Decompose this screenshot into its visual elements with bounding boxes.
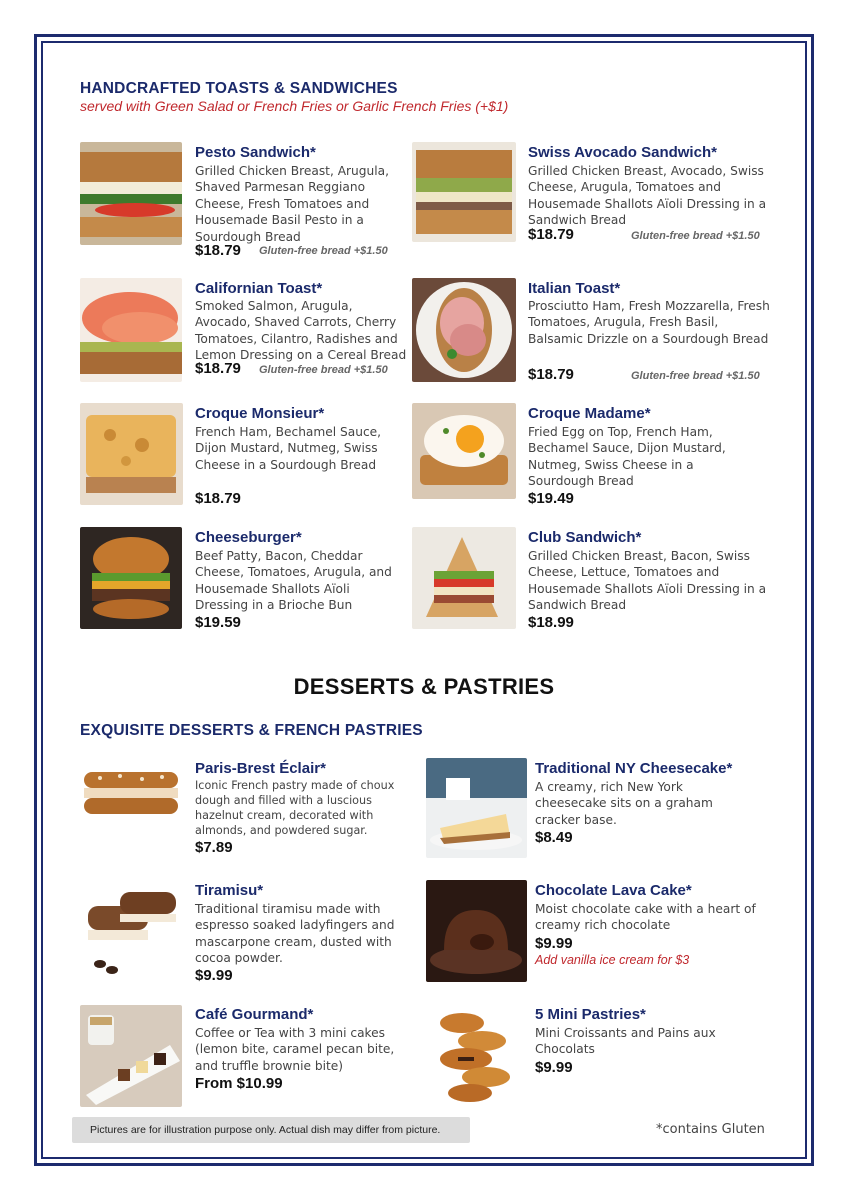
croque-monsieur-photo [80,403,183,505]
item-price: $18.79 [195,242,241,259]
cheeseburger-photo [80,527,182,629]
item-description: Grilled Chicken Breast, Arugula, Shaved Parmesan Reggiano Cheese, Fresh Tomatoes and Housemade Basil Pesto in a Sourdough Bread [195,164,389,244]
item-name: Paris-Brest Éclair* [195,760,326,777]
item-description: Traditional tiramisu made with espresso soaked ladyfingers and mascarpone cream, dusted with cocoa powder. [195,902,395,966]
item-price: $9.99 [535,935,573,952]
club-sandwich-photo [412,527,516,629]
section-subtitle-sides: served with Green Salad or French Fries or Garlic French Fries (+$1) [80,98,509,114]
item-name: Traditional NY Cheesecake* [535,760,733,777]
item-description: Beef Patty, Bacon, Cheddar Cheese, Tomatoes, Arugula, and Housemade Shallots Aïoli Dressing in a Brioche Bun [195,549,392,613]
italian-toast-photo [412,278,516,382]
item-price: $9.99 [195,967,233,984]
section-title-sandwiches: HANDCRAFTED TOASTS & SANDWICHES [80,80,398,97]
item-description: French Ham, Bechamel Sauce, Dijon Mustard, Nutmeg, Swiss Cheese in a Sourdough Bread [195,425,382,472]
item-description: Iconic French pastry made of choux dough and filled with a luscious hazelnut cream, decorated with almonds, and powdered sugar. [195,779,395,837]
item-price: $19.49 [528,490,574,507]
item-price: From $10.99 [195,1075,283,1092]
gluten-free-note: Gluten-free bread +$1.50 [259,364,388,376]
item-price: $9.99 [535,1059,573,1076]
item-name: 5 Mini Pastries* [535,1006,646,1023]
item-name: Cheeseburger* [195,529,302,546]
swiss-avocado-sandwich-photo [412,142,516,242]
lava-cake-photo [426,880,527,982]
paris-brest-eclair-photo [80,758,182,830]
item-description: Mini Croissants and Pains aux Chocolats [535,1026,716,1057]
picture-disclaimer: Pictures are for illustration purpose only. Actual dish may differ from picture. [72,1117,470,1143]
item-price: $8.49 [535,829,573,846]
pesto-sandwich-photo [80,142,182,245]
item-description: Grilled Chicken Breast, Bacon, Swiss Cheese, Lettuce, Tomatoes and Housemade Shallots Aïoli Dressing in a Sandwich Bread [528,549,767,613]
item-description: Fried Egg on Top, French Ham, Bechamel Sauce, Dijon Mustard, Nutmeg, Swiss Cheese in a Sourdough Bread [528,425,726,489]
item-name: Croque Madame* [528,405,651,422]
mini-pastries-photo [426,1005,527,1105]
item-description: Coffee or Tea with 3 mini cakes (lemon bite, caramel pecan bite, and truffle brownie bite) [195,1026,395,1073]
item-price: $7.89 [195,839,233,856]
item-name: Croque Monsieur* [195,405,325,422]
gluten-free-note: Gluten-free bread +$1.50 [631,230,760,242]
gluten-footnote: *contains Gluten [656,1122,765,1137]
item-name: Pesto Sandwich* [195,144,316,161]
item-description: Moist chocolate cake with a heart of creamy rich chocolate [535,902,756,933]
desserts-heading: DESSERTS & PASTRIES [293,674,555,699]
item-description: Prosciutto Ham, Fresh Mozzarella, Fresh Tomatoes, Arugula, Fresh Basil, Balsamic Drizzle on a Sourdough Bread [528,299,770,346]
item-name: Café Gourmand* [195,1006,314,1023]
tiramisu-photo [80,884,182,980]
cafe-gourmand-photo [80,1005,182,1107]
section-title-desserts: EXQUISITE DESSERTS & FRENCH PASTRIES [80,722,423,739]
gluten-free-note: Gluten-free bread +$1.50 [259,245,388,257]
item-name: Swiss Avocado Sandwich* [528,144,717,161]
item-description: Grilled Chicken Breast, Avocado, Swiss Cheese, Arugula, Tomatoes and Housemade Shallots Aïoli Dressing in a Sandwich Bread [528,164,767,228]
item-price: $18.79 [528,226,574,243]
ice-cream-addon-note: Add vanilla ice cream for $3 [535,953,690,967]
item-name: Tiramisu* [195,882,264,899]
item-name: Chocolate Lava Cake* [535,882,692,899]
item-description: A creamy, rich New York cheesecake sits on a graham cracker base. [535,780,713,827]
cheesecake-photo [426,758,527,858]
croque-madame-photo [412,403,516,499]
item-price: $18.79 [528,366,574,383]
item-name: Californian Toast* [195,280,323,297]
item-name: Italian Toast* [528,280,621,297]
californian-toast-photo [80,278,182,382]
item-price: $18.79 [195,360,241,377]
item-price: $19.59 [195,614,241,631]
item-name: Club Sandwich* [528,529,642,546]
item-price: $18.99 [528,614,574,631]
gluten-free-note: Gluten-free bread +$1.50 [631,370,760,382]
item-price: $18.79 [195,490,241,507]
item-description: Smoked Salmon, Arugula, Avocado, Shaved Carrots, Cherry Tomatoes, Cilantro, Radishes and Lemon Dressing on a Cereal Bread [195,299,407,363]
